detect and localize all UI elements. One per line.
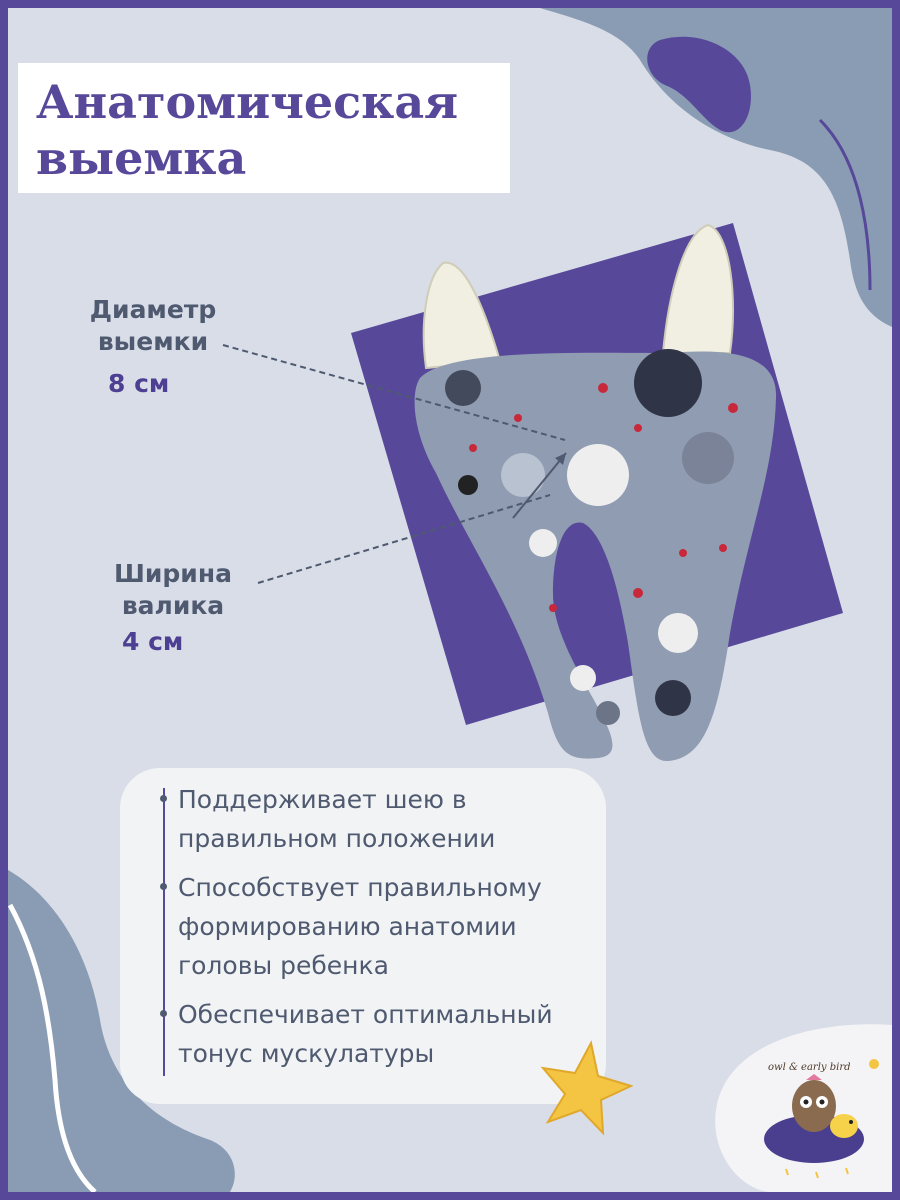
feature-1-line-1: Поддерживает шею в (178, 785, 467, 814)
width-label-line-2: валика (121, 591, 225, 620)
diameter-label-line-2: выемки (97, 327, 209, 356)
bullet-icon (160, 795, 167, 802)
width-label (88, 558, 258, 622)
bullet-icon (160, 1010, 167, 1017)
bullet-icon (160, 883, 167, 890)
brand-logo (756, 1044, 896, 1194)
title-line-2: выемка (36, 131, 247, 185)
diameter-leader-line (223, 345, 565, 440)
feature-1-line-2: правильном положении (178, 824, 496, 853)
feature-2-line-3: головы ребенка (178, 951, 389, 980)
logo-text: owl & early bird (768, 1062, 851, 1073)
diameter-label-line-1: Диаметр (89, 295, 217, 324)
feature-item-muscle-tone (178, 995, 553, 1073)
diameter-value: 8 см (108, 369, 170, 398)
diameter-label (68, 294, 238, 358)
feature-item-neck-support (178, 780, 495, 858)
feature-3-line-2: тонус мускулатуры (178, 1039, 435, 1068)
title-line-1: Анатомическая (36, 75, 459, 129)
owl-logo-icon (756, 1044, 896, 1194)
feature-2-line-2: формированию анатомии (178, 912, 517, 941)
feature-2-line-1: Способствует правильному (178, 873, 542, 902)
features-vertical-rule (163, 788, 165, 1076)
feature-item-head-anatomy (178, 868, 542, 985)
feature-3-line-1: Обеспечивает оптимальный (178, 1000, 553, 1029)
star-icon (533, 1038, 633, 1138)
width-leader-line (258, 495, 550, 583)
width-label-line-1: Ширина (114, 559, 232, 588)
width-value: 4 см (122, 627, 184, 656)
